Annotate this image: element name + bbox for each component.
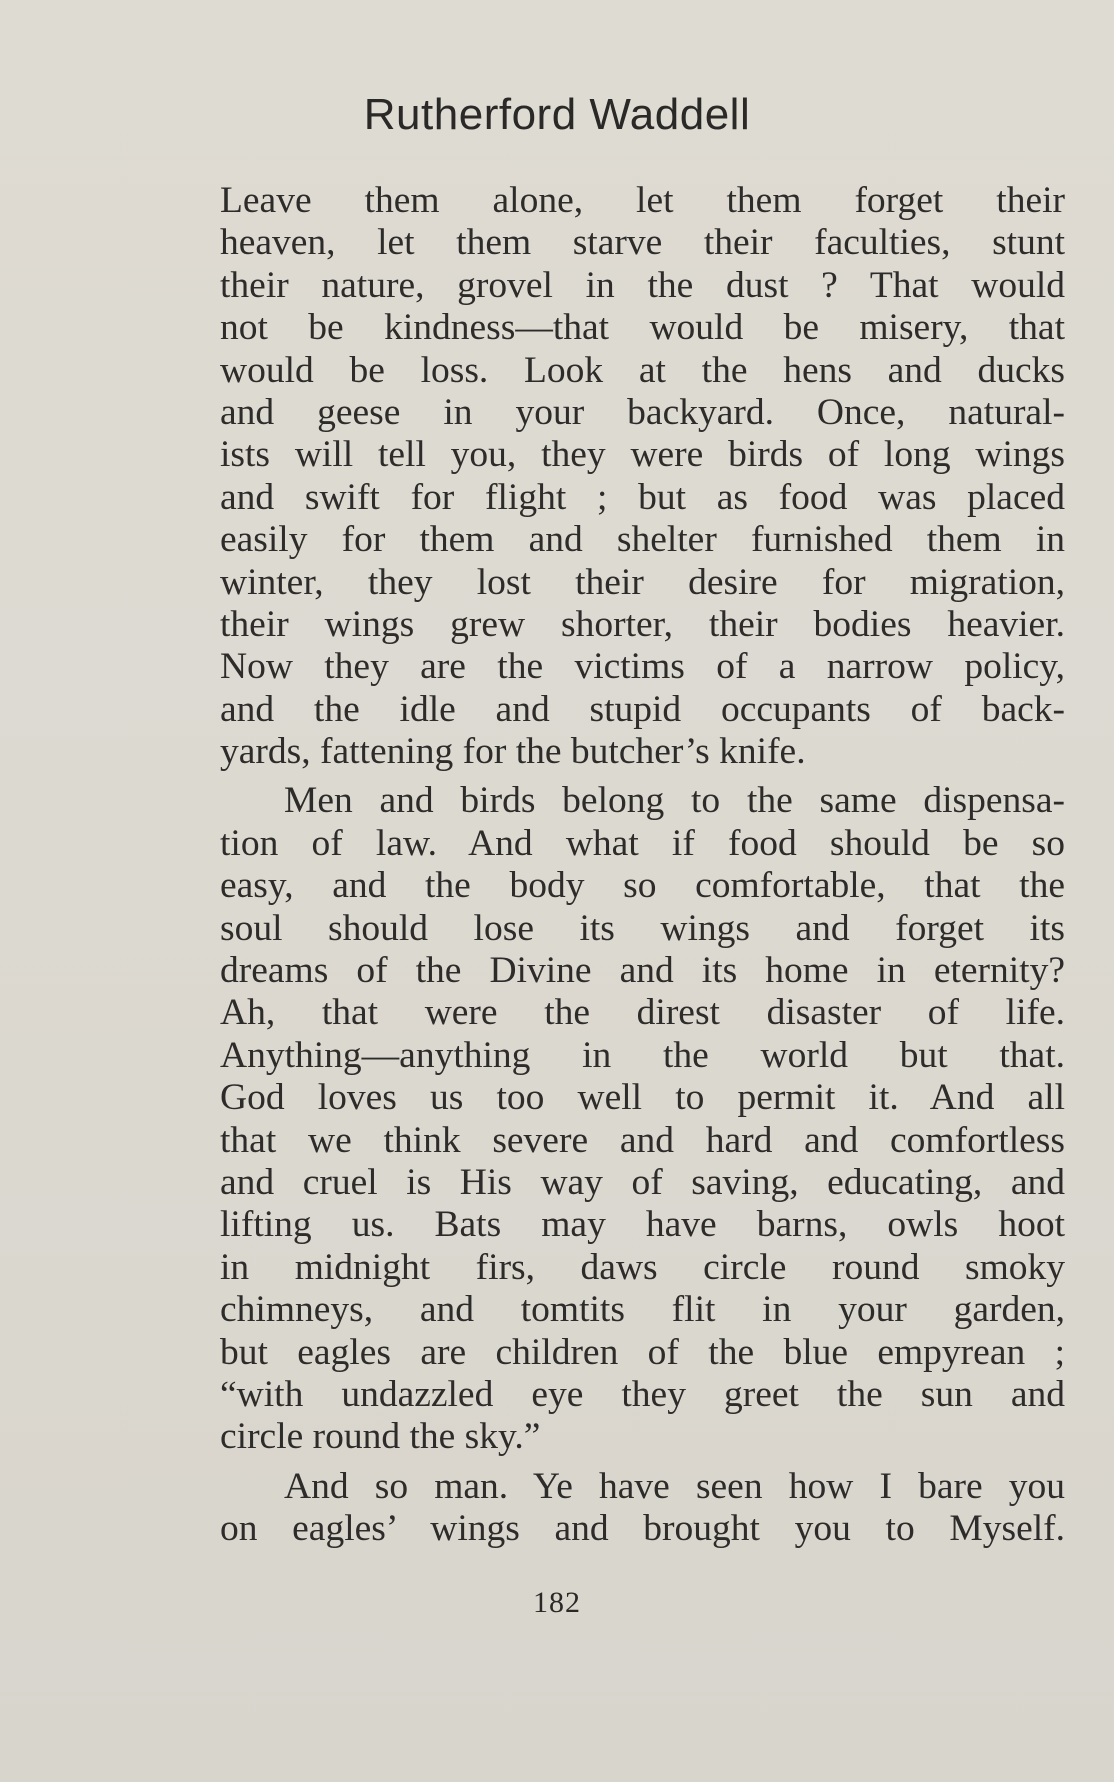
text-line: easy, and the body so comfortable, that the — [220, 865, 1065, 907]
text-line: Now they are the victims of a narrow policy, — [220, 646, 1065, 688]
text-line: their wings grew shorter, their bodies heavier. — [220, 603, 1065, 645]
text-line: chimneys, and tomtits flit in your garden, — [220, 1289, 1065, 1331]
text-line: and swift for flight ; but as food was placed — [220, 476, 1065, 518]
paragraph-3 — [220, 1466, 1065, 1551]
paragraph-gap — [220, 773, 1065, 780]
text-line: ists will tell you, they were birds of long wings — [220, 434, 1065, 476]
text-line: winter, they lost their desire for migration, — [220, 561, 1065, 603]
text-line: their nature, grovel in the dust ? That would — [220, 264, 1065, 306]
text-line: and the idle and stupid occupants of back- — [220, 688, 1065, 730]
text-line: Men and birds belong to the same dispensa- — [284, 780, 1065, 822]
text-line: dreams of the Divine and its home in eternity? — [220, 950, 1065, 992]
text-line: circle round the sky.” — [220, 1416, 541, 1458]
body-text — [220, 180, 1065, 1551]
text-line: lifting us. Bats may have barns, owls hoot — [220, 1204, 1065, 1246]
text-line: Ah, that were the direst disaster of life. — [220, 992, 1065, 1034]
text-line: Anything—anything in the world but that. — [220, 1034, 1065, 1076]
running-head: Rutherford Waddell — [363, 90, 751, 139]
text-line: tion of law. And what if food should be so — [220, 822, 1065, 864]
text-line: not be kindness—that would be misery, that — [220, 307, 1065, 349]
text-line: would be loss. Look at the hens and ducks — [220, 349, 1065, 391]
text-line: “with undazzled eye they greet the sun and — [220, 1373, 1065, 1415]
text-line: on eagles’ wings and brought you to Myself. — [220, 1508, 1065, 1550]
text-line: heaven, let them starve their faculties, stunt — [220, 222, 1065, 264]
page-number: 182 — [533, 1586, 581, 1619]
text-line: yards, fattening for the butcher’s knife. — [220, 731, 806, 773]
paragraph-1 — [220, 180, 1065, 773]
paragraph-gap — [220, 1459, 1065, 1466]
text-line: soul should lose its wings and forget its — [220, 907, 1065, 949]
text-line: in midnight firs, daws circle round smoky — [220, 1246, 1065, 1288]
text-line: God loves us too well to permit it. And all — [220, 1077, 1065, 1119]
text-line: easily for them and shelter furnished them in — [220, 519, 1065, 561]
text-line: but eagles are children of the blue empyrean ; — [220, 1331, 1065, 1373]
paragraph-2 — [220, 780, 1065, 1458]
text-line: and cruel is His way of saving, educating, and — [220, 1161, 1065, 1203]
text-line: that we think severe and hard and comfortless — [220, 1119, 1065, 1161]
text-line: Leave them alone, let them forget their — [220, 180, 1065, 221]
text-line: And so man. Ye have seen how I bare you — [284, 1465, 1065, 1507]
text-line: and geese in your backyard. Once, natural- — [220, 391, 1065, 433]
